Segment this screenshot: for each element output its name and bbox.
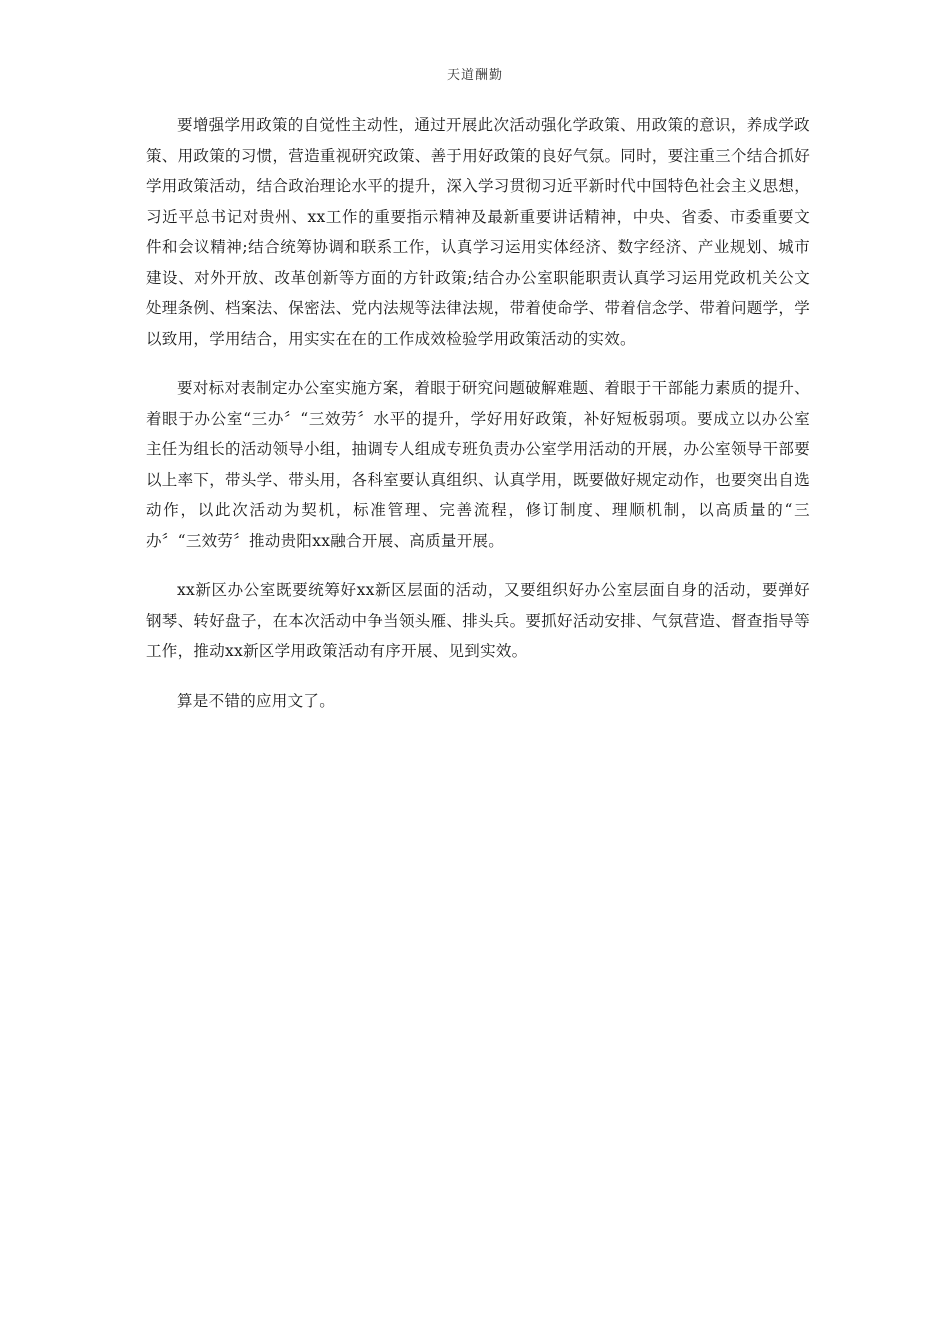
paragraph-3: xx新区办公室既要统筹好xx新区层面的活动，又要组织好办公室层面自身的活动，要弹好钢琴、转好盘子，在本次活动中争当领头雁、排头兵。要抓好活动安排、气氛营造、督查指导等工作，推动xx新区学用政策活动有序开展、见到实效。 bbox=[146, 581, 810, 660]
paragraph-2: 要对标对表制定办公室实施方案，着眼于研究问题破解难题、着眼于干部能力素质的提升、着眼于办公室“三办〞“三效劳〞水平的提升，学好用好政策，补好短板弱项。要成立以办公室主任为组长的活动领导小组，抽调专人组成专班负责办公室学用活动的开展，办公室领导干部要以上率下，带头学、带头用，各科室要认真组织、认真学用，既要做好规定动作，也要突出自选动作，以此次活动为契机，标准管理、完善流程，修订制度、理顺机制，以高质量的“三办〞“三效劳〞推动贵阳xx融合开展、高质量开展。 bbox=[146, 379, 810, 550]
paragraph-4: 算是不错的应用文了。 bbox=[177, 691, 336, 710]
page-header: 天道酬勤 bbox=[446, 68, 503, 83]
paragraph-1: 要增强学用政策的自觉性主动性，通过开展此次活动强化学政策、用政策的意识，养成学政策、用政策的习惯，营造重视研究政策、善于用好政策的良好气氛。同时，要注重三个结合抓好学用政策活动，结合政治理论水平的提升，深入学习贯彻习近平新时代中国特色社会主义思想，习近平总书记对贵州、xx工作的重要指示精神及最新重要讲话精神，中央、省委、市委重要文件和会议精神;结合统筹协调和联系工作，认真学习运用实体经济、数字经济、产业规划、城市建设、对外开放、改革创新等方面的方针政策;结合办公室职能职责认真学习运用党政机关公文处理条例、档案法、保密法、党内法规等法律法规，带着使命学、带着信念学、带着问题学，学以致用，学用结合，用实实在在的工作成效检验学用政策活动的实效。 bbox=[146, 116, 810, 348]
document-body bbox=[146, 110, 810, 735]
